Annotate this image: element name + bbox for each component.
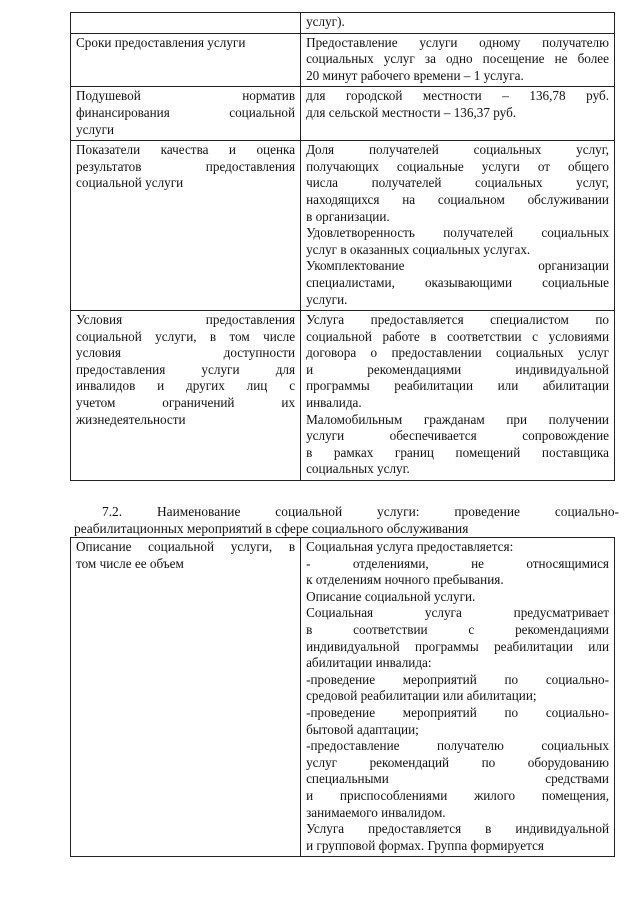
cell-text-line: Подушевой норматив [76, 88, 296, 104]
cell-paragraph [306, 605, 609, 671]
cell-text-line: жизнедеятельности [76, 411, 186, 427]
cell-text-line: бытовой адаптации; [306, 721, 419, 737]
row-label-cell [71, 538, 301, 857]
cell-text-line: социальных услуг. [306, 461, 410, 477]
cell-text-line: Описание социальной услуги, в [76, 539, 296, 554]
cell-text-line: Доля получателей социальных услуг, [306, 142, 609, 158]
cell-text-line: том числе ее объем [76, 555, 184, 571]
row-label-cell [71, 33, 301, 87]
row-label-cell [71, 13, 301, 34]
cell-text-line: услуги обеспечивается сопровождение [306, 428, 609, 444]
cell-text-line: Предоставление услуги одному получателю [306, 34, 609, 50]
cell-text-line: средовой реабилитации или абилитации; [306, 688, 537, 704]
table-row [71, 311, 615, 481]
cell-text-line: - отделениями, не относящимися [306, 555, 609, 571]
cell-text-line: предоставления услуги для [76, 361, 296, 377]
cell-text-line: социальной услуги [76, 175, 184, 191]
row-label-cell [71, 311, 301, 481]
cell-text-line: -проведение мероприятий по социально- [306, 671, 609, 687]
cell-text-line: условия доступности [76, 345, 296, 361]
cell-text-line: Социальная услуга предоставляется: [306, 539, 514, 554]
cell-text-line: Удовлетворенность получателей социальных [306, 225, 609, 241]
section-7-2-heading [74, 504, 619, 537]
cell-text-line: специалистами, оказывающими социальные [306, 274, 609, 290]
cell-text-line: для сельской местности – 136,37 руб. [306, 104, 517, 120]
cell-paragraph [306, 672, 609, 705]
table-row [71, 33, 615, 87]
cell-text-line: Услуга предоставляется в индивидуальной [306, 821, 609, 837]
cell-text-line: специальными средствами [306, 771, 609, 787]
cell-text-line: Услуга предоставляется специалистом по [306, 312, 609, 328]
row-value-cell [301, 33, 615, 87]
cell-text-line: услуг в оказанных социальных услугах. [306, 241, 531, 257]
cell-text-line: социальной услуги, в том числе [76, 328, 296, 344]
cell-paragraph [306, 258, 609, 308]
cell-text-line: услуги [76, 121, 115, 137]
row-value-cell [301, 13, 615, 34]
cell-text-line: Показатели качества и оценка [76, 142, 296, 158]
cell-text-line: Социальная услуга предусматривает [306, 605, 609, 621]
cell-text-line: социальной работе в соответствии с условиями [306, 328, 609, 344]
cell-text-line: результатов предоставления [76, 158, 296, 174]
cell-text-line: инвалида. [306, 395, 362, 411]
cell-text-line: Маломобильным гражданам при получении [306, 411, 609, 427]
cell-text-line: 20 минут рабочего времени – 1 услуга. [306, 67, 524, 83]
row-value-cell [301, 538, 615, 857]
table-row [71, 141, 615, 311]
cell-paragraph [306, 738, 609, 821]
table-row [71, 87, 615, 141]
cell-text-line: для городской местности – 136,78 руб. [306, 88, 609, 104]
cell-text-line: услуг рекомендаций по оборудованию [306, 754, 609, 770]
services-table-2 [70, 537, 615, 857]
section-heading-line-2: реабилитационных мероприятий в сфере социального обслуживания [74, 520, 469, 536]
cell-text-line: Укомплектование организации [306, 258, 609, 274]
cell-text-line: договора о предоставлении социальных услуг [306, 345, 609, 361]
cell-text-line: учетом ограничений их [76, 395, 296, 411]
row-label-cell [71, 141, 301, 311]
cell-text-line: индивидуальной программы реабилитации или [306, 638, 609, 654]
table-row [71, 13, 615, 34]
cell-paragraph [306, 539, 609, 556]
cell-paragraph [306, 705, 609, 738]
cell-text-line: социальных услуг за одно посещение не более [306, 51, 609, 67]
cell-text-line: финансирования социальной [76, 104, 296, 120]
cell-text-line: услуги. [306, 291, 348, 307]
cell-paragraph [306, 821, 609, 854]
cell-text-line: программы реабилитации или абилитации [306, 378, 609, 394]
cell-text-line: услуг). [306, 14, 345, 29]
cell-paragraph [306, 142, 609, 225]
row-value-cell [301, 311, 615, 481]
cell-text-line: и групповой формах. Группа формируется [306, 837, 545, 853]
cell-text-line: и приспособлениями жилого помещения, [306, 787, 609, 803]
cell-text-line: числа получателей социальных услуг, [306, 175, 609, 191]
cell-paragraph [306, 589, 609, 606]
cell-text-line: к отделениям ночного пребывания. [306, 572, 504, 588]
row-value-cell [301, 87, 615, 141]
row-label-cell [71, 87, 301, 141]
cell-text-line: в рамках границ помещений поставщика [306, 444, 609, 460]
cell-text-line: инвалидов и других лиц с [76, 378, 296, 394]
cell-text-line: абилитации инвалида: [306, 655, 432, 671]
services-table-1 [70, 12, 615, 481]
cell-text-line: занимаемого инвалидом. [306, 804, 446, 820]
cell-paragraph [306, 412, 609, 478]
cell-text-line: находящихся на социальном обслуживании [306, 191, 609, 207]
cell-text-line: в организации. [306, 208, 390, 224]
cell-text-line: и рекомендациями индивидуальной [306, 361, 609, 377]
cell-text-line: Сроки предоставления услуги [76, 34, 246, 50]
section-heading-line-1: 7.2. Наименование социальной услуги: проведение социально- [102, 504, 619, 519]
cell-text-line: Условия предоставления [76, 312, 296, 328]
cell-text-line: -проведение мероприятий по социально- [306, 704, 609, 720]
cell-text-line: -предоставление получателю социальных [306, 738, 609, 754]
cell-text-line: получающих социальные услуги от общего [306, 158, 609, 174]
cell-paragraph [306, 556, 609, 589]
cell-paragraph [306, 225, 609, 258]
cell-text-line: в соответствии с рекомендациями [306, 621, 609, 637]
table-row [71, 538, 615, 857]
cell-paragraph [306, 312, 609, 412]
row-value-cell [301, 141, 615, 311]
cell-text-line: Описание социальной услуги. [306, 588, 476, 604]
